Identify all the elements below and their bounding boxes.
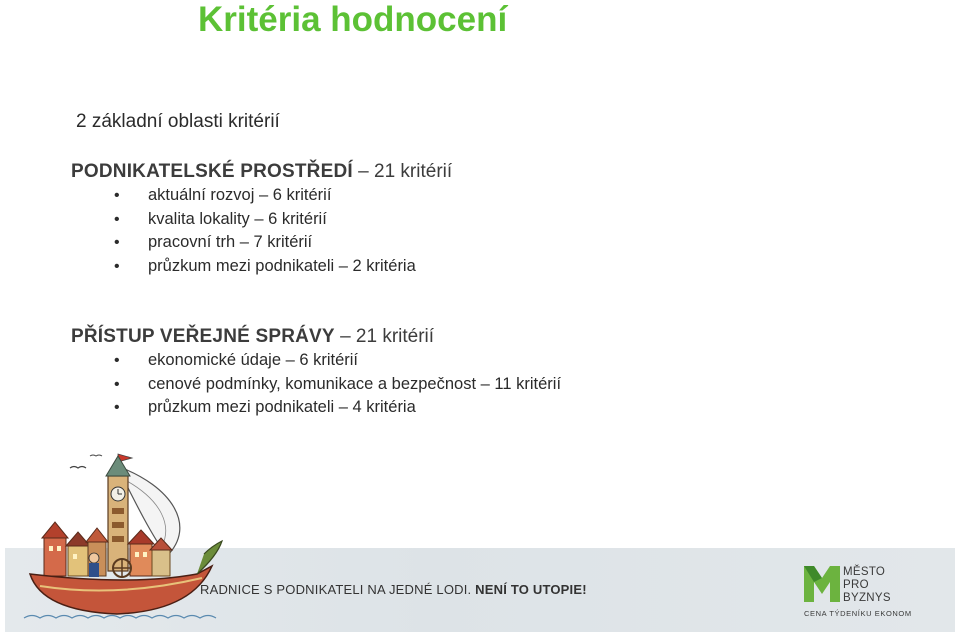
section-heading-count: – 21 kritérií xyxy=(340,326,435,347)
criteria-list xyxy=(71,184,452,278)
page-title: Kritéria hodnocení xyxy=(198,0,508,39)
bullet-icon: • xyxy=(114,187,120,204)
logo-line-1: MĚSTO xyxy=(843,566,886,578)
list-item: • průzkum mezi podnikateli – 4 kritéria xyxy=(71,396,561,420)
list-item: • cenové podmínky, komunikace a bezpečnost – 11 kritérií xyxy=(71,373,561,397)
section-public-administration xyxy=(71,325,561,420)
section-heading-title: PŘÍSTUP VEŘEJNÉ SPRÁVY xyxy=(71,326,335,347)
list-item: • pracovní trh – 7 kritérií xyxy=(71,231,452,255)
section-heading xyxy=(71,325,561,349)
bullet-icon: • xyxy=(114,375,120,393)
list-item: • aktuální rozvoj – 6 kritérií xyxy=(71,184,452,208)
logo-subtitle: CENA TÝDENÍKU EKONOM xyxy=(804,609,912,618)
logo-line-3: BYZNYS xyxy=(843,592,891,604)
section-heading xyxy=(71,160,452,184)
logo-wordmark xyxy=(843,566,891,605)
slogan-emphasis: NENÍ TO UTOPIE! xyxy=(475,582,587,597)
list-item: • průzkum mezi podnikateli – 2 kritéria xyxy=(71,255,452,279)
list-item: • kvalita lokality – 6 kritérií xyxy=(71,208,452,232)
section-heading-count: – 21 kritérií xyxy=(358,161,453,182)
criteria-list xyxy=(71,349,561,420)
bullet-icon: • xyxy=(114,257,120,275)
section-heading-title: PODNIKATELSKÉ PROSTŘEDÍ xyxy=(71,161,353,182)
bullet-icon: • xyxy=(114,352,120,369)
bullet-icon: • xyxy=(114,234,120,251)
bullet-icon: • xyxy=(114,399,120,416)
intro-text: 2 základní oblasti kritérií xyxy=(76,111,280,132)
ship-city-illustration-icon xyxy=(22,446,227,626)
footer-slogan xyxy=(200,582,587,597)
logo-line-2: PRO xyxy=(843,579,869,591)
list-item: • ekonomické údaje – 6 kritérií xyxy=(71,349,561,373)
section-business-environment xyxy=(71,160,452,278)
slogan-text: RADNICE S PODNIKATELI NA JEDNÉ LODI. xyxy=(200,582,472,597)
bullet-icon: • xyxy=(114,210,120,228)
